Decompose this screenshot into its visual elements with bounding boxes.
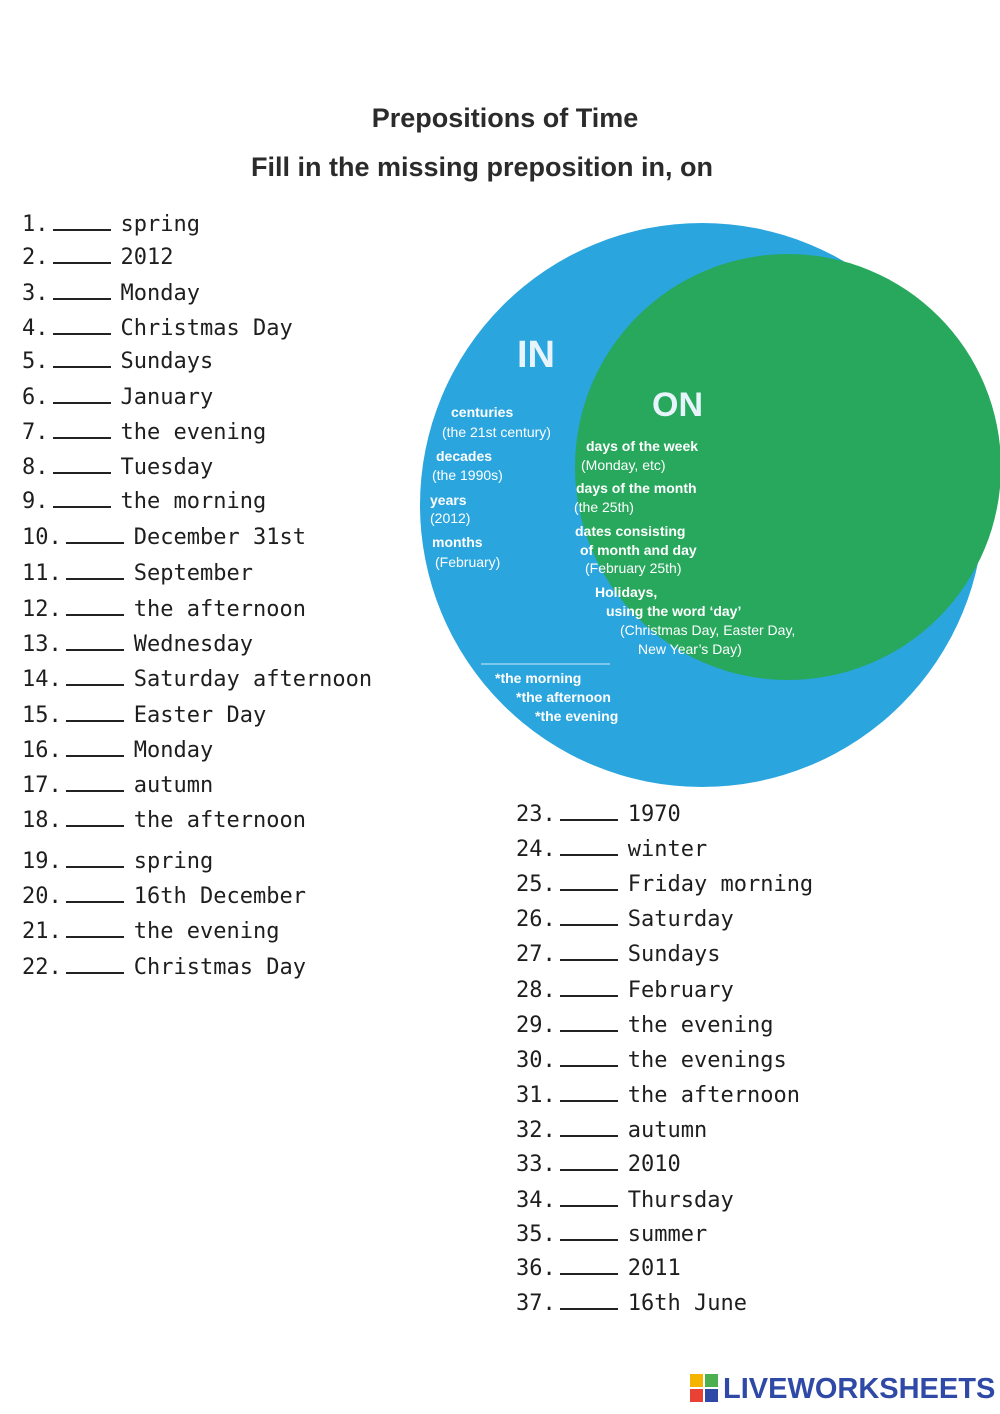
item-text: summer bbox=[627, 1222, 708, 1247]
item-number: 36. bbox=[516, 1256, 556, 1281]
item-text: Easter Day bbox=[133, 703, 267, 728]
item-number: 9. bbox=[22, 489, 49, 514]
exercise-item bbox=[22, 919, 279, 945]
item-number: 20. bbox=[22, 884, 62, 909]
venn-text-line: dates consisting bbox=[575, 523, 686, 539]
item-text: Christmas Day bbox=[133, 955, 306, 980]
left-exercise-list bbox=[22, 207, 422, 987]
exercise-item bbox=[22, 455, 213, 481]
item-text: the afternoon bbox=[627, 1083, 800, 1108]
answer-blank[interactable] bbox=[53, 402, 111, 404]
right-exercise-list bbox=[516, 798, 936, 1338]
item-text: autumn bbox=[133, 773, 214, 798]
item-number: 37. bbox=[516, 1291, 556, 1316]
answer-blank[interactable] bbox=[53, 437, 111, 439]
venn-text-line: months bbox=[432, 534, 483, 550]
item-number: 32. bbox=[516, 1118, 556, 1143]
exercise-item bbox=[516, 907, 734, 933]
exercise-item bbox=[516, 942, 720, 968]
answer-blank[interactable] bbox=[53, 262, 111, 264]
item-text: Christmas Day bbox=[120, 316, 293, 341]
item-number: 15. bbox=[22, 703, 62, 728]
answer-blank[interactable] bbox=[560, 1100, 618, 1102]
exercise-item bbox=[22, 525, 306, 551]
note-line: *the afternoon bbox=[516, 689, 611, 705]
item-number: 34. bbox=[516, 1188, 556, 1213]
item-text: the afternoon bbox=[133, 808, 306, 833]
answer-blank[interactable] bbox=[53, 333, 111, 335]
exercise-item bbox=[516, 1256, 681, 1282]
venn-text-line: Holidays, bbox=[595, 584, 658, 600]
page-subtitle: Fill in the missing preposition in, on bbox=[250, 152, 713, 182]
item-text: the morning bbox=[120, 489, 267, 514]
answer-blank[interactable] bbox=[66, 755, 124, 757]
note-line: *the evening bbox=[535, 708, 619, 724]
item-text: 2010 bbox=[627, 1152, 681, 1177]
liveworksheets-logo-text: LIVEWORKSHEETS bbox=[723, 1372, 996, 1405]
answer-blank[interactable] bbox=[53, 229, 111, 231]
exercise-item bbox=[22, 632, 253, 658]
item-number: 24. bbox=[516, 837, 556, 862]
venn-text-line: of month and day bbox=[580, 542, 697, 558]
exercise-item bbox=[516, 1222, 707, 1248]
exercise-item bbox=[22, 773, 213, 799]
venn-text-line: centuries bbox=[451, 404, 514, 420]
item-text: 16th June bbox=[627, 1291, 747, 1316]
item-text: winter bbox=[627, 837, 708, 862]
liveworksheets-logo-icon bbox=[690, 1374, 720, 1404]
answer-blank[interactable] bbox=[66, 901, 124, 903]
answer-blank[interactable] bbox=[66, 614, 124, 616]
item-text: spring bbox=[133, 849, 214, 874]
venn-text-line: (Christmas Day, Easter Day, bbox=[620, 622, 796, 638]
item-text: 1970 bbox=[627, 802, 681, 827]
venn-text-line: New Year’s Day) bbox=[638, 641, 742, 657]
item-text: Saturday bbox=[627, 907, 734, 932]
venn-text-line: years bbox=[430, 492, 467, 508]
answer-blank[interactable] bbox=[560, 819, 618, 821]
answer-blank[interactable] bbox=[560, 1239, 618, 1241]
item-number: 17. bbox=[22, 773, 62, 798]
exercise-item bbox=[516, 802, 681, 828]
exercise-item bbox=[22, 808, 306, 834]
item-number: 14. bbox=[22, 667, 62, 692]
item-text: Tuesday bbox=[120, 455, 214, 480]
item-text: February bbox=[627, 978, 734, 1003]
venn-text-line: (February 25th) bbox=[585, 560, 682, 576]
exercise-item bbox=[516, 1291, 747, 1317]
answer-blank[interactable] bbox=[66, 542, 124, 544]
item-number: 10. bbox=[22, 525, 62, 550]
item-number: 7. bbox=[22, 420, 49, 445]
answer-blank[interactable] bbox=[560, 995, 618, 997]
item-text: Sundays bbox=[120, 349, 214, 374]
exercise-item bbox=[516, 978, 734, 1004]
answer-blank[interactable] bbox=[560, 1308, 618, 1310]
item-number: 21. bbox=[22, 919, 62, 944]
item-number: 16. bbox=[22, 738, 62, 763]
item-number: 26. bbox=[516, 907, 556, 932]
item-number: 6. bbox=[22, 385, 49, 410]
exercise-item bbox=[516, 1118, 707, 1144]
item-text: spring bbox=[120, 212, 200, 237]
exercise-item bbox=[22, 849, 213, 875]
exercise-item bbox=[516, 872, 813, 898]
answer-blank[interactable] bbox=[560, 854, 618, 856]
item-text: the afternoon bbox=[133, 597, 306, 622]
in-on-venn-diagram bbox=[415, 222, 1000, 792]
answer-blank[interactable] bbox=[66, 825, 124, 827]
item-number: 25. bbox=[516, 872, 556, 897]
note-line: *the morning bbox=[495, 670, 582, 686]
item-number: 22. bbox=[22, 955, 62, 980]
item-text: 2011 bbox=[627, 1256, 681, 1281]
exercise-item bbox=[516, 1013, 773, 1039]
exercise-item bbox=[22, 349, 213, 375]
item-number: 3. bbox=[22, 281, 49, 306]
item-text: the evenings bbox=[627, 1048, 787, 1073]
exercise-item bbox=[22, 884, 306, 910]
answer-blank[interactable] bbox=[560, 1030, 618, 1032]
exercise-item bbox=[22, 385, 213, 411]
answer-blank[interactable] bbox=[560, 889, 618, 891]
venn-text-line: using the word ‘day’ bbox=[606, 603, 742, 619]
answer-blank[interactable] bbox=[560, 959, 618, 961]
answer-blank[interactable] bbox=[66, 936, 124, 938]
item-text: Friday morning bbox=[627, 872, 814, 897]
venn-text-line: days of the month bbox=[576, 480, 697, 496]
item-text: Wednesday bbox=[133, 632, 253, 657]
item-number: 35. bbox=[516, 1222, 556, 1247]
item-number: 4. bbox=[22, 316, 49, 341]
item-number: 18. bbox=[22, 808, 62, 833]
item-text: Monday bbox=[133, 738, 214, 763]
answer-blank[interactable] bbox=[53, 472, 111, 474]
venn-text-line: days of the week bbox=[586, 438, 699, 454]
exercise-item bbox=[516, 1048, 787, 1074]
item-text: Saturday afternoon bbox=[133, 667, 373, 692]
venn-text-line: (the 21st century) bbox=[442, 424, 551, 440]
exercise-item bbox=[22, 245, 173, 271]
item-number: 30. bbox=[516, 1048, 556, 1073]
exercise-item bbox=[22, 738, 213, 764]
item-text: September bbox=[133, 561, 253, 586]
exercise-item bbox=[516, 1083, 800, 1109]
item-text: the evening bbox=[133, 919, 280, 944]
exercise-item bbox=[22, 316, 293, 342]
item-number: 5. bbox=[22, 349, 49, 374]
item-number: 27. bbox=[516, 942, 556, 967]
venn-text-line: (Monday, etc) bbox=[581, 457, 666, 473]
answer-blank[interactable] bbox=[66, 866, 124, 868]
exercise-item bbox=[22, 212, 200, 238]
answer-blank[interactable] bbox=[66, 578, 124, 580]
item-text: autumn bbox=[627, 1118, 708, 1143]
exercise-item bbox=[22, 420, 266, 446]
item-number: 2. bbox=[22, 245, 49, 270]
venn-text-line: (February) bbox=[435, 554, 501, 570]
item-number: 1. bbox=[22, 212, 49, 237]
liveworksheets-logo bbox=[690, 1372, 995, 1406]
answer-blank[interactable] bbox=[560, 1169, 618, 1171]
exercise-item bbox=[22, 489, 266, 515]
item-number: 29. bbox=[516, 1013, 556, 1038]
item-number: 8. bbox=[22, 455, 49, 480]
in-label: IN bbox=[517, 334, 555, 376]
venn-text-line: (the 1990s) bbox=[432, 467, 503, 483]
item-text: January bbox=[120, 385, 214, 410]
answer-blank[interactable] bbox=[66, 790, 124, 792]
answer-blank[interactable] bbox=[560, 1205, 618, 1207]
item-number: 33. bbox=[516, 1152, 556, 1177]
venn-text-line: (2012) bbox=[430, 510, 471, 526]
exercise-item bbox=[516, 1152, 681, 1178]
answer-blank[interactable] bbox=[560, 1065, 618, 1067]
item-text: the evening bbox=[120, 420, 267, 445]
item-text: 16th December bbox=[133, 884, 306, 909]
answer-blank[interactable] bbox=[53, 506, 111, 508]
item-number: 11. bbox=[22, 561, 62, 586]
item-text: 2012 bbox=[120, 245, 174, 270]
answer-blank[interactable] bbox=[66, 720, 124, 722]
venn-text-line: decades bbox=[436, 448, 493, 464]
item-text: December 31st bbox=[133, 525, 306, 550]
exercise-item bbox=[22, 281, 200, 307]
exercise-item bbox=[516, 837, 707, 863]
answer-blank[interactable] bbox=[66, 972, 124, 974]
answer-blank[interactable] bbox=[66, 684, 124, 686]
item-text: Thursday bbox=[627, 1188, 734, 1213]
item-number: 28. bbox=[516, 978, 556, 1003]
item-text: Monday bbox=[120, 281, 200, 306]
exercise-item bbox=[22, 597, 306, 623]
item-number: 19. bbox=[22, 849, 62, 874]
exercise-item bbox=[22, 703, 266, 729]
exercise-item bbox=[516, 1188, 734, 1214]
on-label: ON bbox=[652, 386, 703, 424]
answer-blank[interactable] bbox=[560, 924, 618, 926]
venn-text-line: (the 25th) bbox=[574, 499, 634, 515]
item-text: Sundays bbox=[627, 942, 721, 967]
page-title: Prepositions of Time bbox=[371, 103, 639, 133]
answer-blank[interactable] bbox=[53, 298, 111, 300]
answer-blank[interactable] bbox=[53, 366, 111, 368]
item-number: 31. bbox=[516, 1083, 556, 1108]
item-text: the evening bbox=[627, 1013, 774, 1038]
exercise-item bbox=[22, 667, 372, 693]
item-number: 12. bbox=[22, 597, 62, 622]
item-number: 23. bbox=[516, 802, 556, 827]
exercise-item bbox=[22, 561, 253, 587]
answer-blank[interactable] bbox=[66, 649, 124, 651]
exercise-item bbox=[22, 955, 306, 981]
item-number: 13. bbox=[22, 632, 62, 657]
answer-blank[interactable] bbox=[560, 1273, 618, 1275]
answer-blank[interactable] bbox=[560, 1135, 618, 1137]
